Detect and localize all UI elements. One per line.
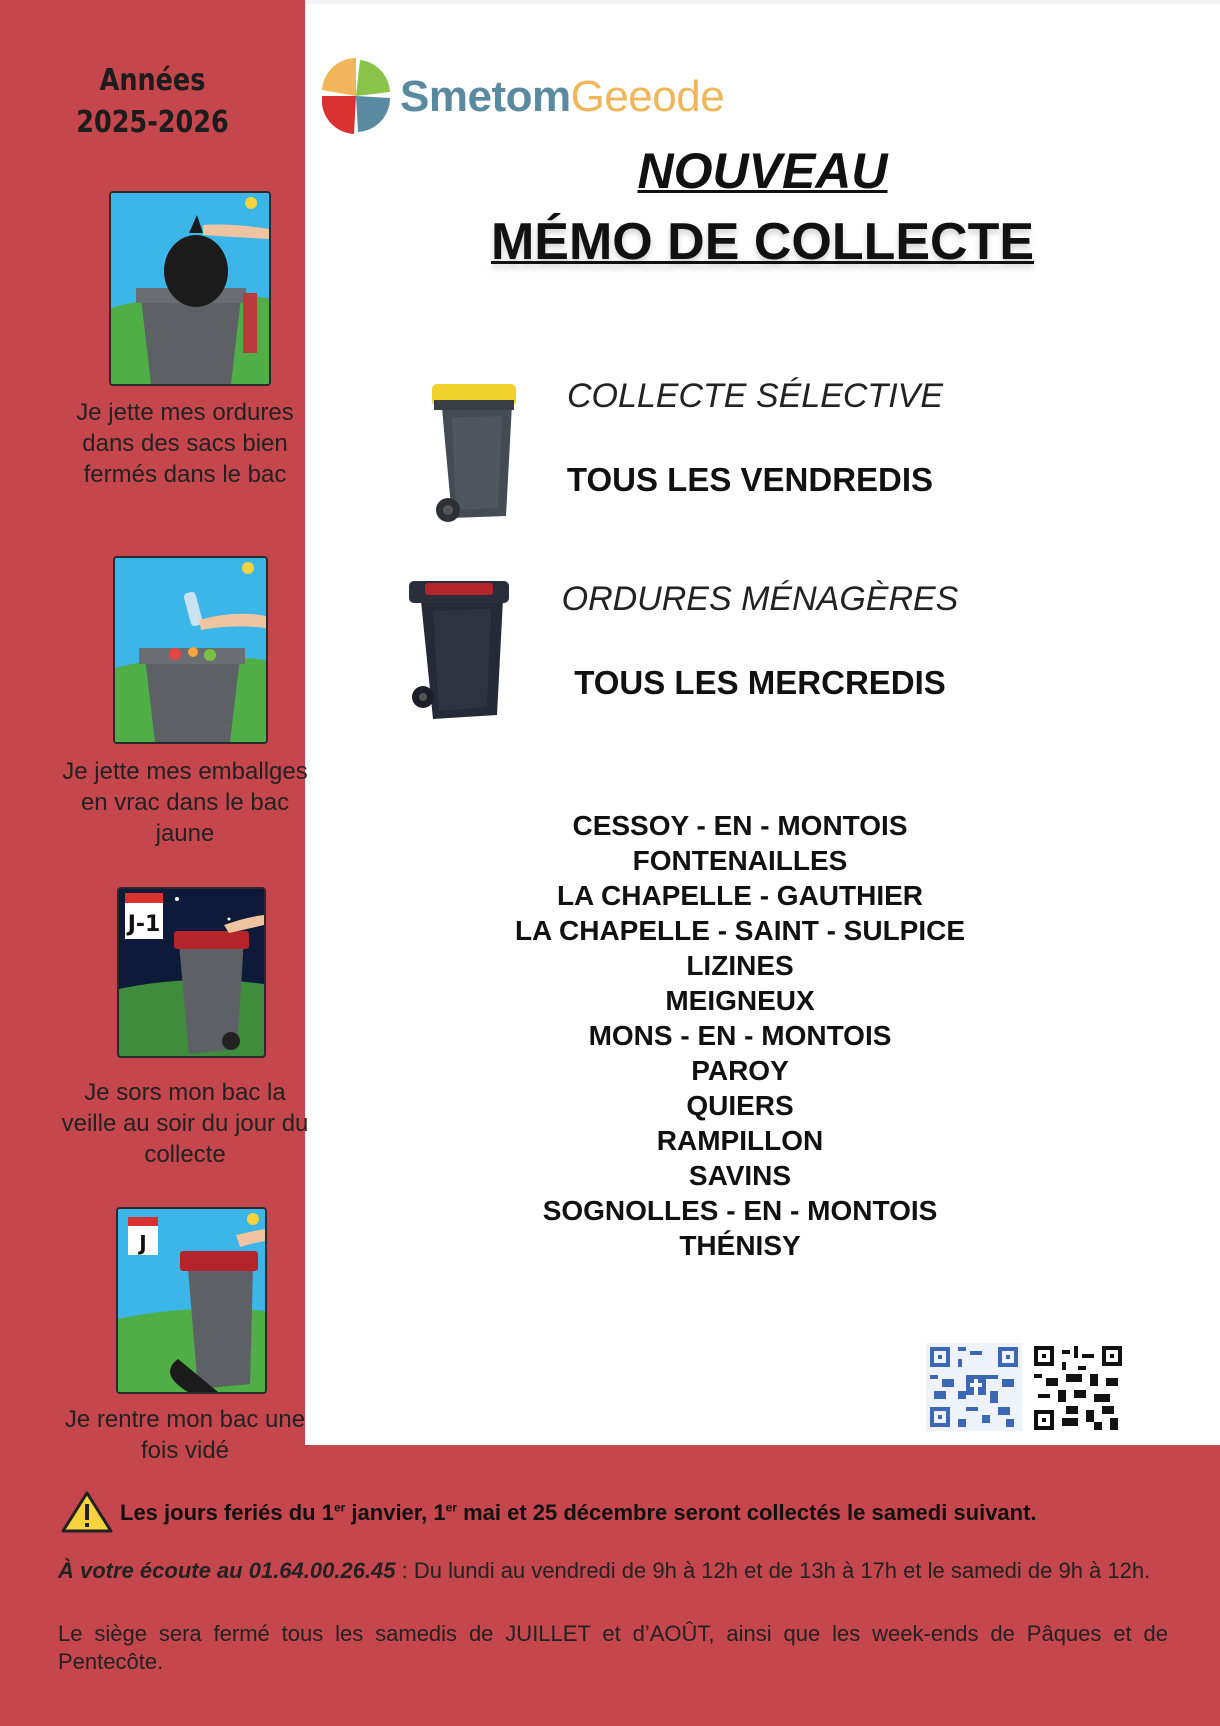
vendredis-label: TOUS LES VENDREDIS (566, 461, 934, 498)
years-line2: 2025-2026 (76, 105, 229, 140)
holiday-notice (120, 1500, 1200, 1526)
j-badge: J (139, 1231, 147, 1255)
step-3-caption: Je sors mon bac la veille au soir du jour du collecte (61, 1079, 309, 1168)
step-1-caption: Je jette mes ordures dans des sacs bien fermés dans le bac (76, 399, 294, 488)
contact-hours: : Du lundi au vendredi de 9h à 12h et de 13h à 17h et le samedi de 9h à 12h. (395, 1558, 1151, 1583)
closure-info: Le siège sera fermé tous les samedis de JUILLET et d’AOÛT, ainsi que les week-ends de Pâques et de Pentecôte. (58, 1621, 1168, 1674)
ordures-menageres-label: ORDURES MÉNAGÈRES (561, 580, 959, 618)
bag-into-bin-icon (109, 191, 271, 386)
town-item: CESSOY - EN - MONTOIS (572, 810, 908, 841)
logo-part1: Smetom (400, 72, 571, 121)
town-item: LA CHAPELLE - SAINT - SULPICE (514, 915, 966, 946)
town-item: QUIERS (686, 1090, 794, 1121)
town-item: RAMPILLON (656, 1125, 824, 1156)
mercredis-label: TOUS LES MERCREDIS (574, 664, 946, 701)
collecte-selective-label: COLLECTE SÉLECTIVE (566, 377, 943, 415)
website-qr-code-icon[interactable] (1034, 1346, 1122, 1435)
town-item: SAVINS (688, 1160, 792, 1191)
town-item: THÉNISY (679, 1230, 801, 1261)
holiday-sup-1: er (333, 1500, 346, 1515)
years-line1: Années (99, 63, 206, 98)
warning-icon (60, 1490, 114, 1539)
bin-out-night-icon (117, 887, 266, 1058)
yellow-bin-icon (426, 378, 522, 531)
contact-phone: À votre écoute au 01.64.00.26.45 (58, 1558, 396, 1583)
town-item: PAROY (691, 1055, 789, 1086)
holiday-text-c: mai et 25 décembre seront collectés le samedi suivant. (456, 1500, 1037, 1525)
years-label (23, 60, 282, 144)
step-2-caption: Je jette mes emballges en vrac dans le bac jaune (62, 758, 308, 847)
towns-list (440, 808, 1040, 1263)
title-memo: MÉMO DE COLLECTE (490, 213, 1035, 271)
town-item: MONS - EN - MONTOIS (588, 1020, 892, 1051)
logo-wordmark (400, 72, 724, 122)
town-item: SOGNOLLES - EN - MONTOIS (542, 1195, 938, 1226)
facebook-qr-code-icon[interactable] (926, 1343, 1022, 1436)
smetom-logo-icon (322, 58, 390, 139)
bin-in-day-icon (116, 1207, 267, 1394)
town-item: MEIGNEUX (665, 985, 815, 1016)
town-item: LIZINES (686, 950, 794, 981)
holiday-text-b: janvier, 1 (345, 1500, 446, 1525)
step-4-caption: Je rentre mon bac une fois vidé (64, 1406, 306, 1464)
holiday-sup-2: er (445, 1500, 457, 1515)
contact-info (58, 1552, 1168, 1589)
logo-part2: Geeode (570, 72, 725, 121)
j-1-badge: J-1 (127, 912, 161, 937)
bottle-into-bin-icon (113, 556, 268, 744)
holiday-text-a: Les jours feriés du 1 (120, 1500, 334, 1525)
title-nouveau: NOUVEAU (637, 143, 888, 199)
town-item: FONTENAILLES (632, 845, 848, 876)
town-item: LA CHAPELLE - GAUTHIER (556, 880, 924, 911)
red-lid-bin-icon (403, 575, 513, 728)
